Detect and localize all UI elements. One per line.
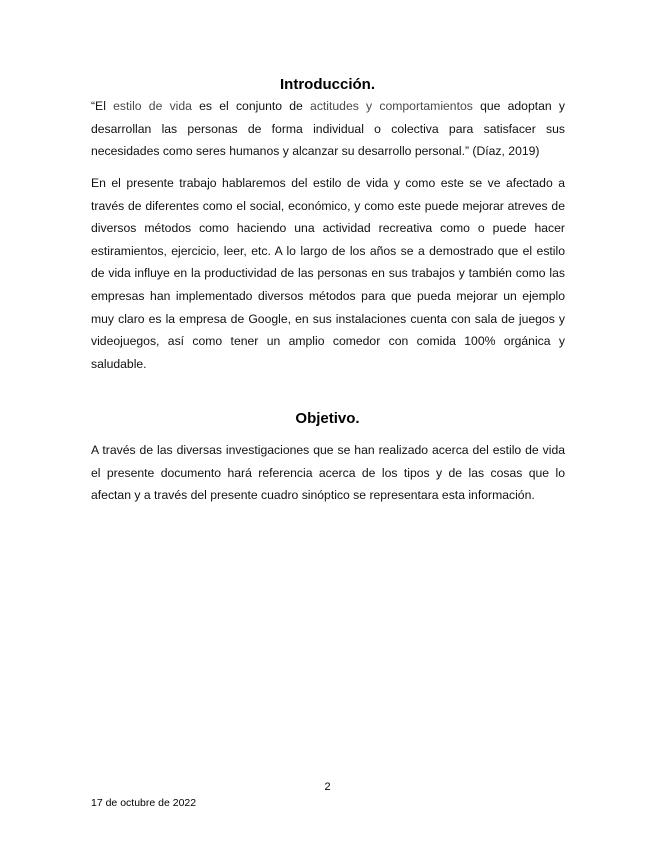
intro-heading: Introducción. [280,76,375,93]
page-number: 2 [324,781,331,793]
quote-term-actitudes: actitudes y comportamientos [310,99,473,113]
quote-open: “El [91,99,114,113]
quote-rest: que adoptan y desarrollan las personas de forma individual o colectiva para satisfacer sus necesidades como seres humanos y alcanzar su desarrollo personal.” (Díaz, 2019) [91,99,565,159]
objective-body-paragraph: A través de las diversas investigaciones que se han realizado acerca del estilo de vida el presente documento hará referencia acerca de los tipos y de las cosas que lo afectan y a través del presente cuadro sinóptico se representara esta información. [91,443,565,503]
objective-heading: Objetivo. [295,410,360,427]
intro-body-paragraph: En el presente trabajo hablaremos del estilo de vida y como este se ve afectado a través de diferentes como el social, económico, y como este puede mejorar atreves de diversos métodos como haciendo una actividad recreativa como o puede hacer estiramientos, ejercicio, leer, etc. A lo largo de los años se a demostrado que el estilo de vida influye en la productividad de las personas en sus trabajos y también como las empresas han implementado diversos métodos para que pueda mejorar un ejemplo muy claro es la empresa de Google, en sus instalaciones cuenta con sala de juegos y videojuegos, así como tener un amplio comedor con comida 100% orgánica y saludable. [91,176,565,371]
footer-date: 17 de octubre de 2022 [91,797,197,809]
intro-quote-paragraph [91,95,565,163]
quote-middle: es el conjunto de [191,99,311,113]
quote-term-estilo-de-vida: estilo de vida [113,99,192,113]
